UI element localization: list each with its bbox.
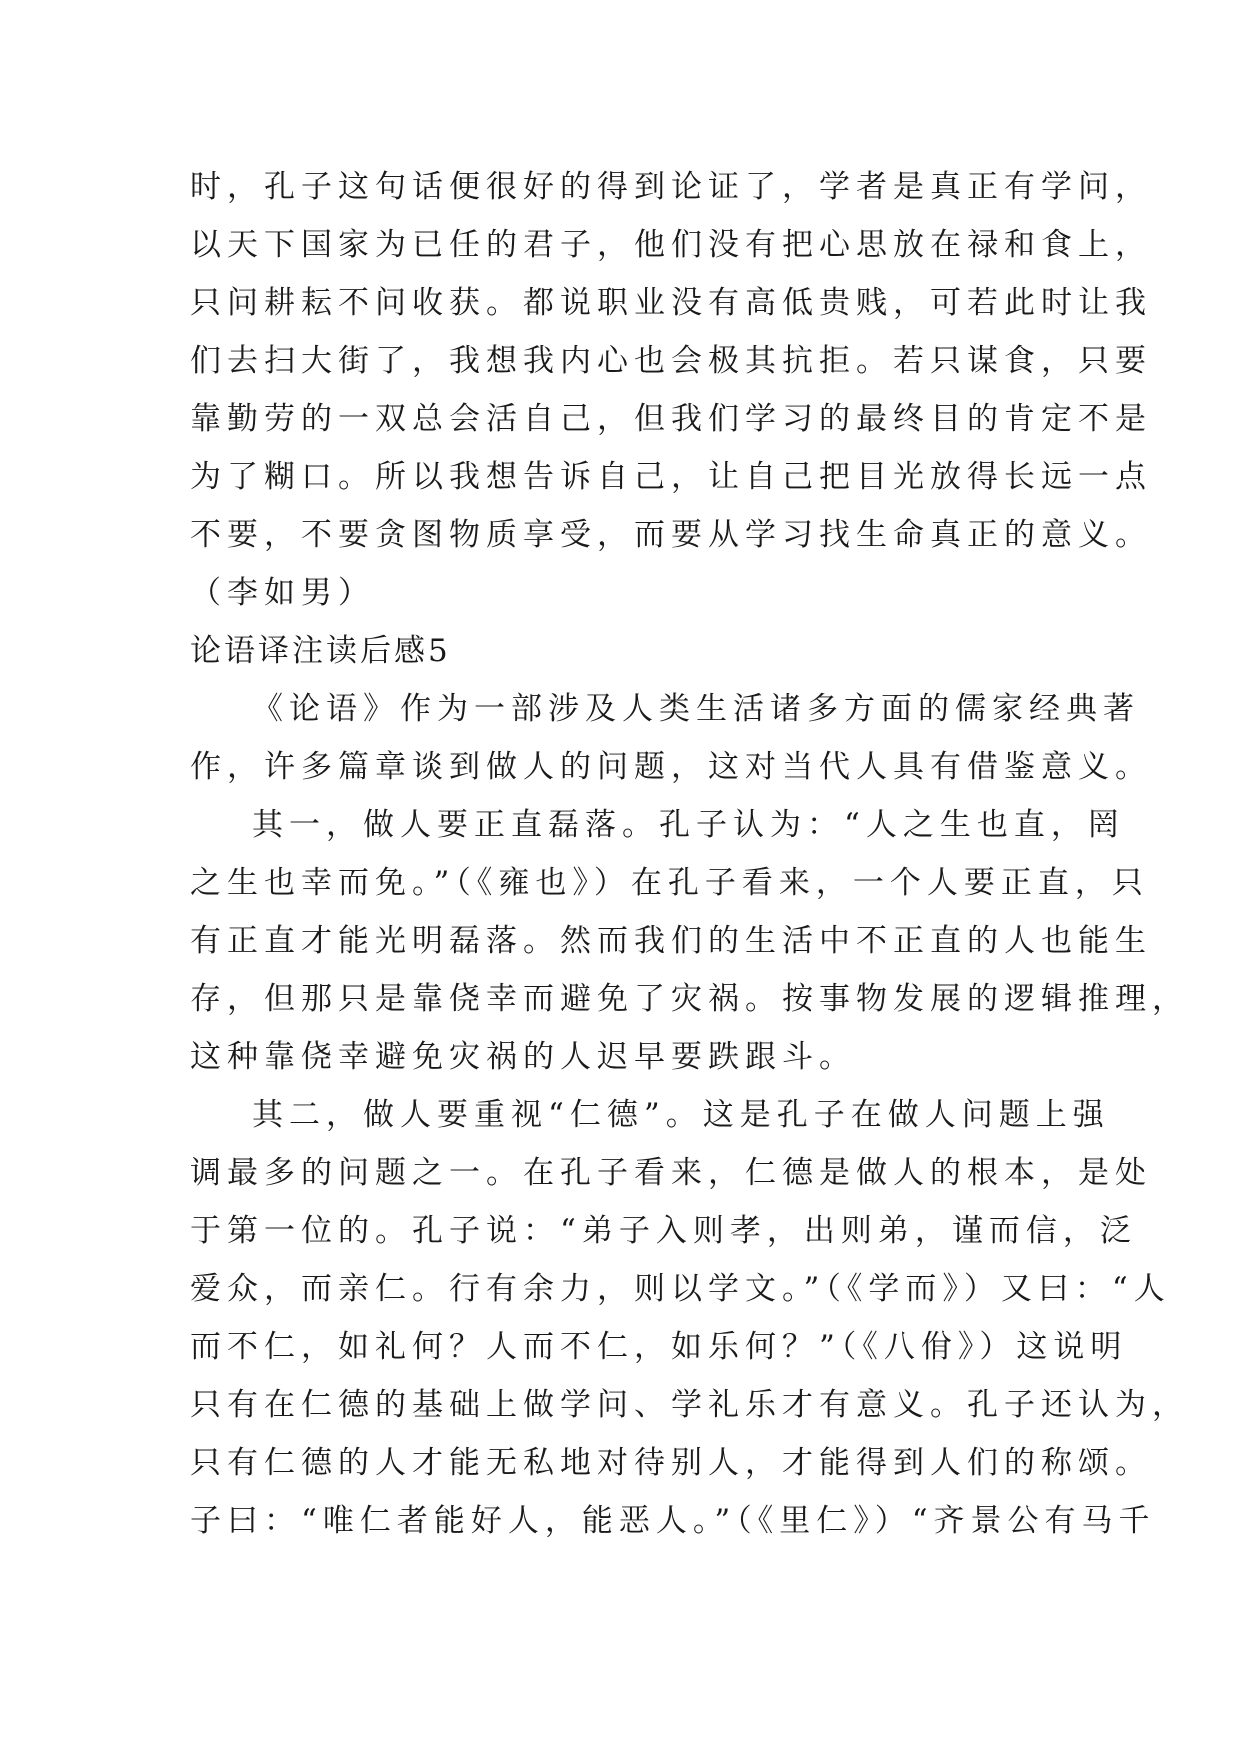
- text-line: 子曰：“唯仁者能好人，能恶人。”（《里仁》）“齐景公有马千: [190, 1503, 1156, 1539]
- text-line: 这种靠侥幸避免灾祸的人迟早要跌跟斗。: [190, 1039, 856, 1075]
- text-line: 靠勤劳的一双总会活自己，但我们学习的最终目的肯定不是: [190, 401, 1152, 437]
- text-line: 其一，做人要正直磊落。孔子认为：“人之生也直，罔: [252, 807, 1125, 843]
- document-body: [190, 158, 1189, 1550]
- author-credit: （李如男）: [190, 575, 375, 611]
- text-line: 只有在仁德的基础上做学问、学礼乐才有意义。孔子还认为，: [190, 1387, 1189, 1423]
- paragraph: [190, 680, 1152, 796]
- text-line: 只有仁德的人才能无私地对待别人，才能得到人们的称颂。: [190, 1445, 1152, 1481]
- text-line: 存，但那只是靠侥幸而避免了灾祸。按事物发展的逻辑推理，: [190, 981, 1189, 1017]
- text-line: 不要，不要贪图物质享受，而要从学习找生命真正的意义。: [190, 517, 1152, 553]
- paragraph: [190, 158, 1152, 622]
- text-line: 以天下国家为已任的君子，他们没有把心思放在禄和食上，: [190, 227, 1152, 263]
- paragraph: [190, 1086, 1189, 1550]
- text-line: 爱众，而亲仁。行有余力，则以学文。”（《学而》）又曰：“人: [190, 1271, 1171, 1307]
- section-title: 论语译注读后感5: [190, 633, 451, 669]
- text-line: 只问耕耘不问收获。都说职业没有高低贵贱，可若此时让我: [190, 285, 1152, 321]
- text-line: 时，孔子这句话便很好的得到论证了，学者是真正有学问，: [190, 169, 1152, 205]
- text-line: 为了糊口。所以我想告诉自己，让自己把目光放得长远一点: [190, 459, 1152, 495]
- text-line: 有正直才能光明磊落。然而我们的生活中不正直的人也能生: [190, 923, 1152, 959]
- paragraph: [190, 796, 1189, 1086]
- text-line: 而不仁，如礼何？人而不仁，如乐何？”（《八佾》）这说明: [190, 1329, 1128, 1365]
- text-line: 们去扫大街了，我想我内心也会极其抗拒。若只谋食，只要: [190, 343, 1152, 379]
- text-line: 于第一位的。孔子说：“弟子入则孝，出则弟，谨而信，泛: [190, 1213, 1137, 1249]
- text-line: 之生也幸而免。”（《雍也》）在孔子看来，一个人要正直，只: [190, 865, 1149, 901]
- text-line: 调最多的问题之一。在孔子看来，仁德是做人的根本，是处: [190, 1155, 1152, 1191]
- text-line: 《论语》作为一部涉及人类生活诸多方面的儒家经典著: [252, 691, 1140, 727]
- text-line: 作，许多篇章谈到做人的问题，这对当代人具有借鉴意义。: [190, 749, 1152, 785]
- text-line: 其二，做人要重视“仁德”。这是孔子在做人问题上强: [252, 1097, 1110, 1133]
